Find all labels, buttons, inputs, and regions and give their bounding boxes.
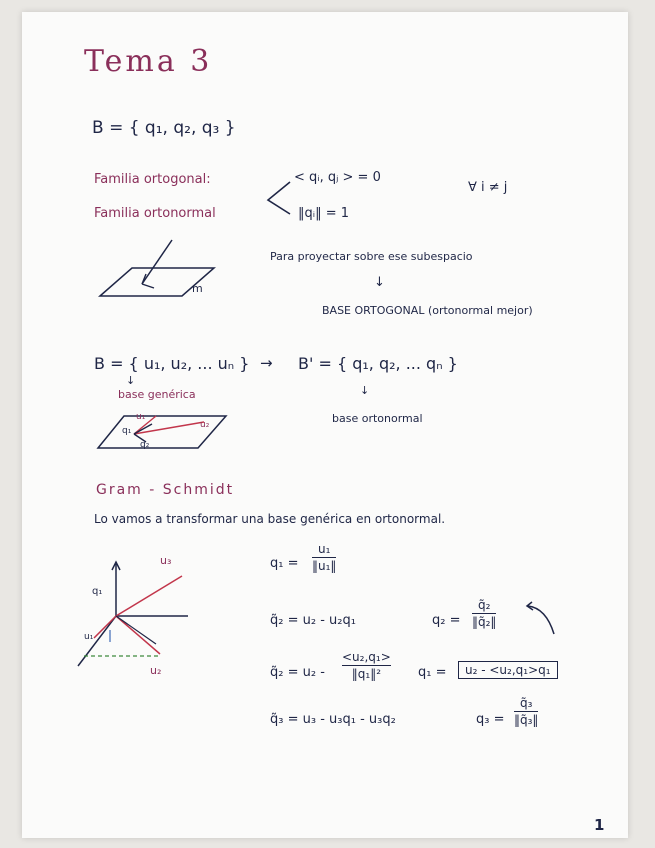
orthogonal-formula: < qᵢ, qⱼ > = 0 xyxy=(294,170,381,185)
orthogonal-label: Familia ortogonal: xyxy=(94,172,211,187)
gram-schmidt-heading: Gram - Schmidt xyxy=(96,482,235,498)
u2-label: u₂ xyxy=(200,420,210,430)
down-arrow-icon: ↓ xyxy=(360,384,370,397)
orthonormal-basis-note: base ortonormal xyxy=(332,412,423,425)
bracket-icon xyxy=(262,180,292,220)
eq4-fraction xyxy=(514,696,538,727)
base-ortogonal-note: BASE ORTOGONAL (ortonormal mejor) xyxy=(322,304,533,317)
eq1-denominator: ‖u₁‖ xyxy=(312,559,337,573)
eq1-numerator: u₁ xyxy=(318,542,331,556)
projection-note: Para proyectar sobre ese subespacio xyxy=(270,250,473,263)
eq1-lhs: q₁ = xyxy=(270,556,299,571)
eq3-numerator: <u₂,q₁> xyxy=(342,650,391,664)
eq3-lhs: q̃₂ = u₂ - xyxy=(270,665,325,680)
orthonormal-basis: B' = { q₁, q₂, ... qₙ } xyxy=(298,354,458,373)
u1-label: u₁ xyxy=(136,412,146,422)
page-number: 1 xyxy=(594,816,605,834)
eq3-tail: q₁ = xyxy=(418,665,447,680)
eq4-numerator: q̃₃ xyxy=(520,696,533,710)
eq4-q-lhs: q₃ = xyxy=(476,712,505,727)
generic-basis: B = { u₁, u₂, ... uₙ } xyxy=(94,354,250,373)
u3-label: u₃ xyxy=(160,554,172,567)
q2-label: q₂ xyxy=(140,440,150,450)
axes-u2-label: u₂ xyxy=(150,664,162,677)
down-arrow-icon: ↓ xyxy=(126,374,136,387)
axes-q1-label: q₁ xyxy=(92,586,103,597)
eq2-q-lhs: q₂ = xyxy=(432,613,461,628)
projection-plane-diagram xyxy=(96,238,226,308)
eq2-fraction xyxy=(472,598,496,629)
eq4-lhs: q̃₃ = u₃ - u₃q₁ - u₃q₂ xyxy=(270,712,396,727)
gram-schmidt-axes-diagram xyxy=(74,558,204,678)
plane-label: m xyxy=(192,282,203,295)
eq4-denominator: ‖q̃₃‖ xyxy=(514,713,539,727)
eq1-fraction xyxy=(312,542,336,573)
generic-basis-note: base genérica xyxy=(118,388,196,401)
gram-schmidt-subtitle: Lo vamos a transformar una base genérica en ortonormal. xyxy=(94,512,446,526)
down-arrow-icon: ↓ xyxy=(374,275,385,290)
eq2-numerator: q̃₂ xyxy=(478,598,491,612)
eq2-lhs: q̃₂ = u₂ - u₂q₁ xyxy=(270,613,356,628)
axes-u1-label: u₁ xyxy=(84,632,94,642)
curved-arrow-icon xyxy=(524,600,564,640)
map-arrow-icon: → xyxy=(260,354,273,372)
basis-definition: B = { q₁, q₂, q₃ } xyxy=(92,118,236,138)
eq3-boxed-result: u₂ - <u₂,q₁>q₁ xyxy=(458,661,558,679)
eq3-fraction xyxy=(342,650,391,681)
eq2-denominator: ‖q̃₂‖ xyxy=(472,615,497,629)
orthogonal-condition: ∀ i ≠ j xyxy=(468,180,508,195)
notebook-page xyxy=(22,12,628,838)
orthonormal-label: Familia ortonormal xyxy=(94,206,216,221)
q1-label: q₁ xyxy=(122,426,132,436)
orthonormal-formula: ‖qᵢ‖ = 1 xyxy=(298,206,350,221)
page-title: Tema 3 xyxy=(84,44,213,79)
basis-plane-diagram xyxy=(94,404,234,454)
eq3-denominator: ‖q₁‖² xyxy=(351,667,382,681)
